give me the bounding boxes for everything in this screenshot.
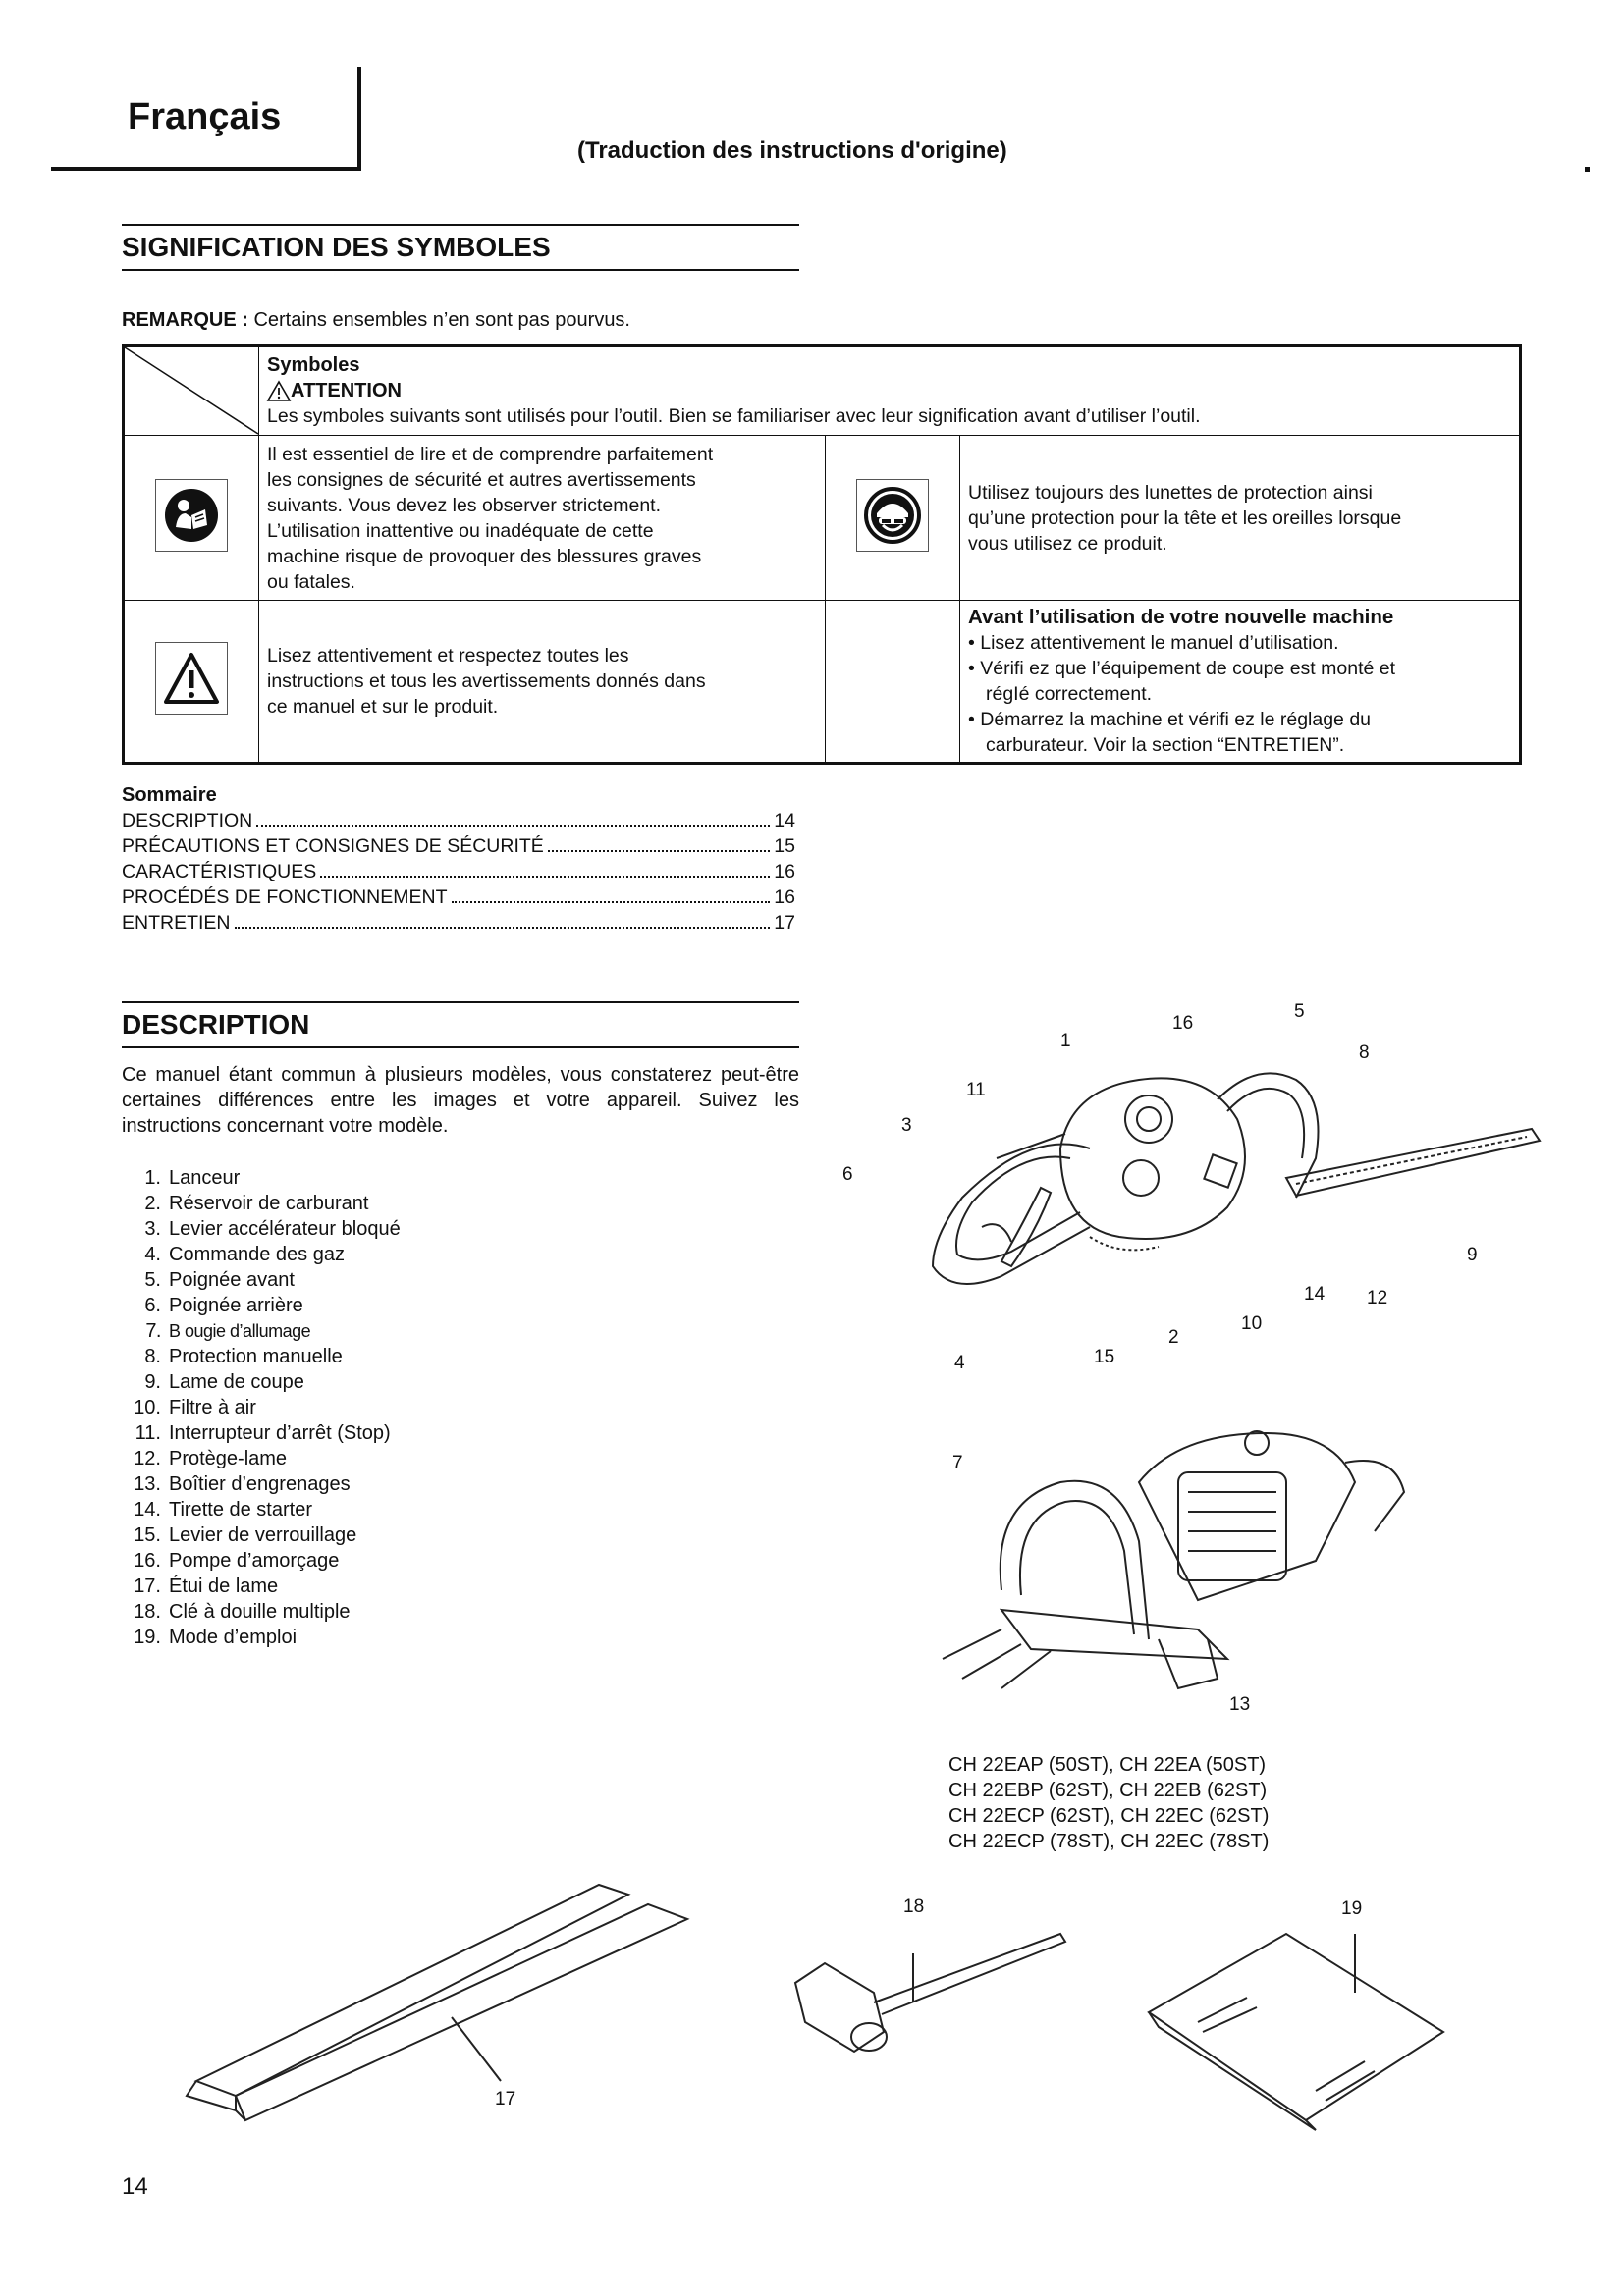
description-section-title: DESCRIPTION <box>122 1009 310 1040</box>
translation-subtitle: (Traduction des instructions d'origine) <box>577 137 1007 164</box>
list-item: 13. Boîtier d’engrenages <box>134 1473 351 1495</box>
toc-item[interactable] <box>122 808 795 833</box>
toc-leader <box>256 825 770 827</box>
attention-label: ATTENTION <box>291 380 402 401</box>
callout-17: 17 <box>495 2089 516 2109</box>
socket-wrench-illustration <box>766 1924 1060 2110</box>
callout-9: 9 <box>1467 1245 1478 1265</box>
warning-triangle-icon <box>155 642 228 715</box>
parts-list <box>122 1165 401 1650</box>
toc-leader <box>235 927 771 929</box>
attention-line <box>267 378 1511 403</box>
note <box>122 309 630 332</box>
empty-cell <box>826 601 960 764</box>
model-list <box>948 1752 1269 1854</box>
list-item: 11. Interrupteur d’arrêt (Stop) <box>135 1422 391 1444</box>
warning-icon-cell <box>124 601 259 764</box>
before-use-item-2-cont: régIé correctement. <box>986 683 1153 705</box>
before-use-cell <box>960 601 1521 764</box>
list-item: 5. Poignée avant <box>144 1269 295 1291</box>
read-manual-line-5: machine risque de provoquer des blessures graves <box>267 545 702 567</box>
symbols-section-title: SIGNIFICATION DES SYMBOLES <box>122 232 551 262</box>
before-use-title: Avant l’utilisation de votre nouvelle machine <box>968 606 1394 628</box>
margin-dot <box>1585 167 1590 172</box>
list-item: 3. Levier accélérateur bloqué <box>144 1218 401 1240</box>
diagonal-line <box>125 347 258 434</box>
callout-8: 8 <box>1359 1042 1370 1063</box>
symbols-header-cell <box>259 346 1521 436</box>
attention-triangle-icon <box>267 380 291 401</box>
protection-line-2: qu’une protection pour la tête et les oreilles lorsque <box>968 507 1402 529</box>
toc-page: 16 <box>774 886 795 908</box>
read-manual-icon <box>155 479 228 552</box>
callout-1: 1 <box>1060 1031 1071 1051</box>
callout-13: 13 <box>1229 1694 1251 1715</box>
list-item: 2. Réservoir de carburant <box>144 1193 369 1214</box>
gearbox-view-illustration <box>943 1394 1434 1718</box>
list-item: 10. Filtre à air <box>134 1397 256 1418</box>
toc-leader <box>548 850 771 852</box>
toc-item[interactable] <box>122 910 795 935</box>
callout-5: 5 <box>1294 1001 1305 1022</box>
callout-4: 4 <box>954 1353 965 1373</box>
table-corner-cell <box>124 346 259 436</box>
callout-2: 2 <box>1168 1327 1179 1348</box>
blade-case-illustration <box>177 1875 707 2160</box>
read-manual-line-4: L’utilisation inattentive ou inadéquate de cette <box>267 519 654 542</box>
toc-page: 14 <box>774 810 795 831</box>
callout-18: 18 <box>903 1896 925 1917</box>
symbols-table <box>122 344 1522 765</box>
model-line: CH 22EAP (50ST), CH 22EA (50ST) <box>948 1754 1267 1776</box>
callout-16: 16 <box>1172 1013 1194 1034</box>
before-use-item-3: • Démarrez la machine et vérifi ez le réglage du <box>968 709 1372 730</box>
note-label: REMARQUE : <box>122 309 248 331</box>
list-item: 17. Étui de lame <box>134 1575 279 1597</box>
toc-page: 17 <box>774 912 795 934</box>
list-item: 6. Poignée arrière <box>144 1295 303 1316</box>
toc-label: CARACTÉRISTIQUES <box>122 861 317 882</box>
list-item: 9. Lame de coupe <box>144 1371 304 1393</box>
model-line: CH 22ECP (78ST), CH 22EC (78ST) <box>948 1831 1270 1852</box>
callout-10: 10 <box>1241 1313 1263 1334</box>
list-item: 15. Levier de verrouillage <box>134 1524 357 1546</box>
toc-label: ENTRETIEN <box>122 912 231 934</box>
description-text: Ce manuel étant commun à plusieurs modèles, vous constaterez peut-être certaines différences entre les images et votre appareil. Suivez les instructions concernant votre modèle. <box>122 1064 799 1137</box>
warning-text-cell <box>259 601 826 764</box>
read-manual-line-3: suivants. Vous devez les observer strictement. <box>267 494 662 516</box>
symbols-header-title: Symboles <box>267 354 360 376</box>
read-manual-line-6: ou fatales. <box>267 570 355 593</box>
protection-gear-icon <box>856 479 929 552</box>
list-item: 12. Protège-lame <box>134 1448 288 1469</box>
language-title: Français <box>128 96 282 137</box>
before-use-item-1: • Lisez attentivement le manuel d’utilisation. <box>968 632 1339 654</box>
callout-6: 6 <box>842 1164 853 1185</box>
warning-line-2: instructions et tous les avertissements donnés dans <box>267 670 706 692</box>
toc-item[interactable] <box>122 833 795 859</box>
toc-item[interactable] <box>122 859 795 884</box>
read-manual-icon-cell <box>124 436 259 601</box>
protection-text-cell <box>960 436 1521 601</box>
list-item: 8. Protection manuelle <box>144 1346 343 1367</box>
toc-page: 16 <box>774 861 795 882</box>
toc-label: PROCÉDÉS DE FONCTIONNEMENT <box>122 886 448 908</box>
model-line: CH 22ECP (62ST), CH 22EC (62ST) <box>948 1805 1270 1827</box>
toc-page: 15 <box>774 835 795 857</box>
section-rule-top <box>122 1001 799 1003</box>
list-item: 1. Lanceur <box>144 1167 241 1189</box>
callout-14: 14 <box>1304 1284 1326 1305</box>
toc-leader <box>320 876 770 878</box>
before-use-item-3-cont: carburateur. Voir la section “ENTRETIEN”. <box>986 734 1345 756</box>
read-manual-line-2: les consignes de sécurité et autres avertissements <box>267 468 696 491</box>
callout-12: 12 <box>1367 1288 1388 1308</box>
read-manual-line-1: Il est essentiel de lire et de comprendre parfaitement <box>267 443 714 465</box>
before-use-item-2: • Vérifi ez que l’équipement de coupe est monté et <box>968 658 1396 679</box>
list-item: 4. Commande des gaz <box>144 1244 345 1265</box>
symbols-header-text: Les symboles suivants sont utilisés pour l’outil. Bien se familiariser avec leur signification avant d’utiliser l’outil. <box>267 405 1201 427</box>
protection-line-1: Utilisez toujours des lunettes de protection ainsi <box>968 481 1373 504</box>
section-rule-top <box>122 224 799 226</box>
protection-line-3: vous utilisez ce produit. <box>968 532 1167 555</box>
toc-title: Sommaire <box>122 784 217 806</box>
table-of-contents <box>122 782 795 935</box>
warning-line-1: Lisez attentivement et respectez toutes les <box>267 645 629 667</box>
callout-3: 3 <box>901 1115 912 1136</box>
section-rule-bottom <box>122 269 799 271</box>
toc-label: DESCRIPTION <box>122 810 253 831</box>
callout-15: 15 <box>1094 1347 1115 1367</box>
toc-item[interactable] <box>122 884 795 910</box>
model-line: CH 22EBP (62ST), CH 22EB (62ST) <box>948 1780 1268 1801</box>
section-rule-bottom <box>122 1046 799 1048</box>
toc-label: PRÉCAUTIONS ET CONSIGNES DE SÉCURITÉ <box>122 835 544 857</box>
warning-line-3: ce manuel et sur le produit. <box>267 696 499 718</box>
note-text: Certains ensembles n’en sont pas pourvus. <box>247 309 630 331</box>
toc-leader <box>452 901 771 903</box>
read-manual-text-cell <box>259 436 826 601</box>
hedge-trimmer-illustration <box>835 1001 1542 1394</box>
list-item: 14. Tirette de starter <box>134 1499 312 1521</box>
list-item: 19. Mode d’emploi <box>134 1627 298 1648</box>
list-item: 7. B ougie d’allumage <box>145 1320 311 1342</box>
page-number: 14 <box>122 2173 148 2200</box>
protection-icon-cell <box>826 436 960 601</box>
callout-11: 11 <box>966 1080 986 1100</box>
list-item: 16. Pompe d’amorçage <box>134 1550 340 1572</box>
callout-7: 7 <box>952 1453 963 1473</box>
manual-booklet-illustration <box>1139 1924 1473 2179</box>
callout-19: 19 <box>1341 1898 1363 1919</box>
list-item: 18. Clé à douille multiple <box>134 1601 351 1623</box>
